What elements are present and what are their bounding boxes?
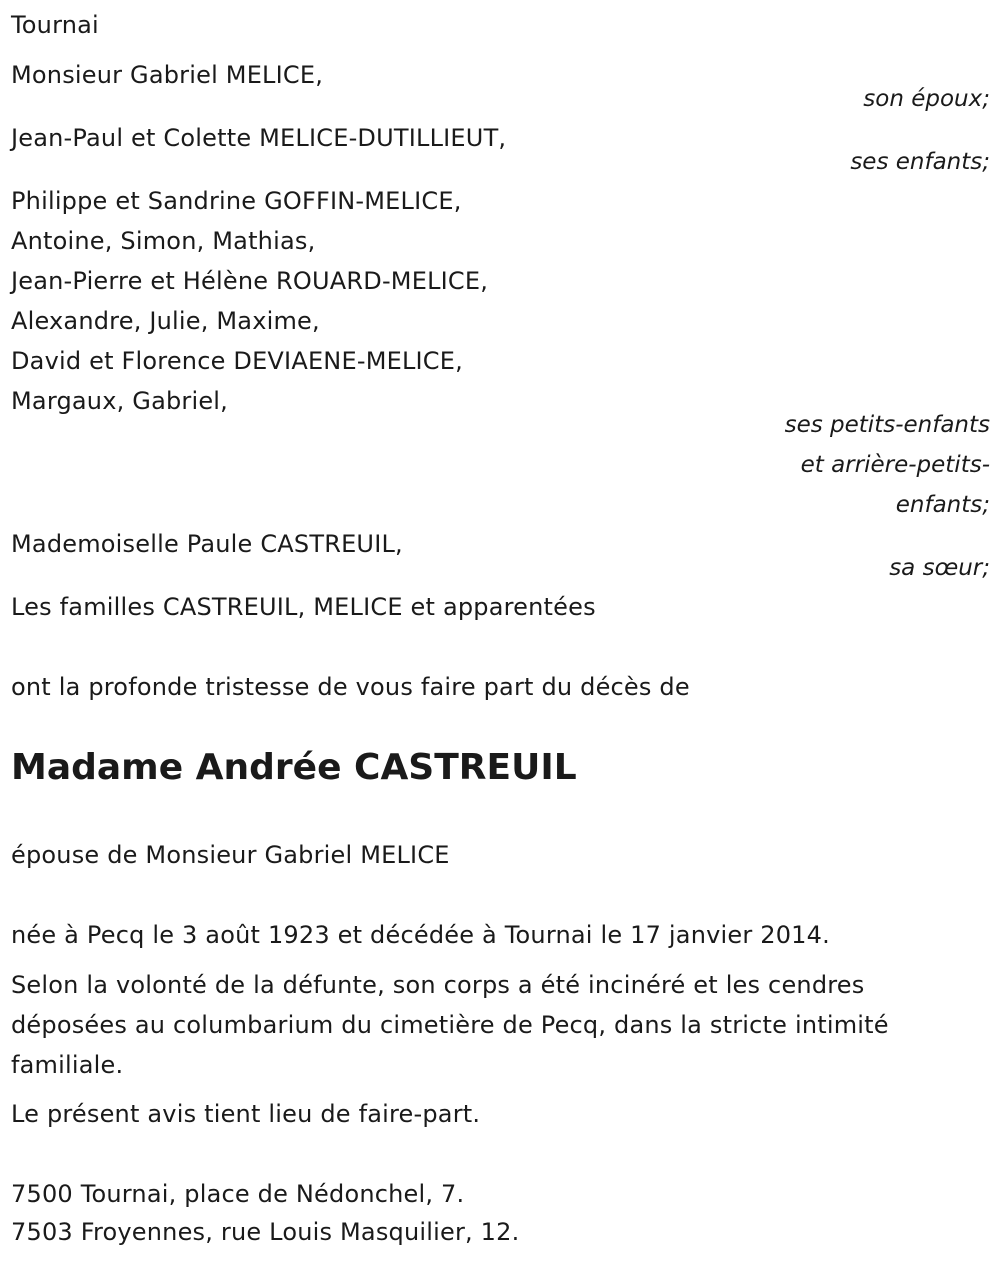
grandchildren-line-1: Philippe et Sandrine GOFFIN-MELICE, bbox=[11, 187, 462, 215]
husband-role: son époux; bbox=[863, 86, 990, 112]
grandchildren-line-5: David et Florence DEVIAENE-MELICE, bbox=[11, 347, 463, 375]
husband-name: Monsieur Gabriel MELICE, bbox=[11, 61, 324, 89]
children-names: Jean-Paul et Colette MELICE-DUTILLIEUT, bbox=[11, 124, 507, 152]
cremation-paragraph: Selon la volonté de la défunte, son corps a été incinéré et les cendres déposées au columbarium du cimetière de Pecq, dans la stricte intimité familiale. bbox=[11, 971, 889, 1079]
grandchildren-line-2: Antoine, Simon, Mathias, bbox=[11, 227, 316, 255]
grandchildren-role-line-2: et arrière-petits- bbox=[800, 452, 990, 478]
address-line-1: 7500 Tournai, place de Nédonchel, 7. bbox=[11, 1180, 465, 1208]
grandchildren-role-line-1: ses petits-enfants bbox=[784, 412, 990, 438]
deceased-name: Madame Andrée CASTREUIL bbox=[11, 747, 577, 788]
grandchildren-role-line-3: enfants; bbox=[895, 492, 990, 518]
sister-role: sa sœur; bbox=[889, 555, 990, 581]
spouse-line: épouse de Monsieur Gabriel MELICE bbox=[11, 841, 450, 869]
families-line: Les familles CASTREUIL, MELICE et apparentées bbox=[11, 593, 596, 621]
city-heading: Tournai bbox=[11, 11, 99, 39]
birth-death-line: née à Pecq le 3 août 1923 et décédée à Tournai le 17 janvier 2014. bbox=[11, 921, 830, 949]
grandchildren-line-4: Alexandre, Julie, Maxime, bbox=[11, 307, 320, 335]
notice-line: Le présent avis tient lieu de faire-part. bbox=[11, 1100, 481, 1128]
children-role: ses enfants; bbox=[850, 149, 990, 175]
grandchildren-line-3: Jean-Pierre et Hélène ROUARD-MELICE, bbox=[11, 267, 489, 295]
address-line-2: 7503 Froyennes, rue Louis Masquilier, 12. bbox=[11, 1218, 520, 1246]
grandchildren-line-6: Margaux, Gabriel, bbox=[11, 387, 229, 415]
announcement-line: ont la profonde tristesse de vous faire part du décès de bbox=[11, 673, 690, 701]
sister-name: Mademoiselle Paule CASTREUIL, bbox=[11, 530, 403, 558]
